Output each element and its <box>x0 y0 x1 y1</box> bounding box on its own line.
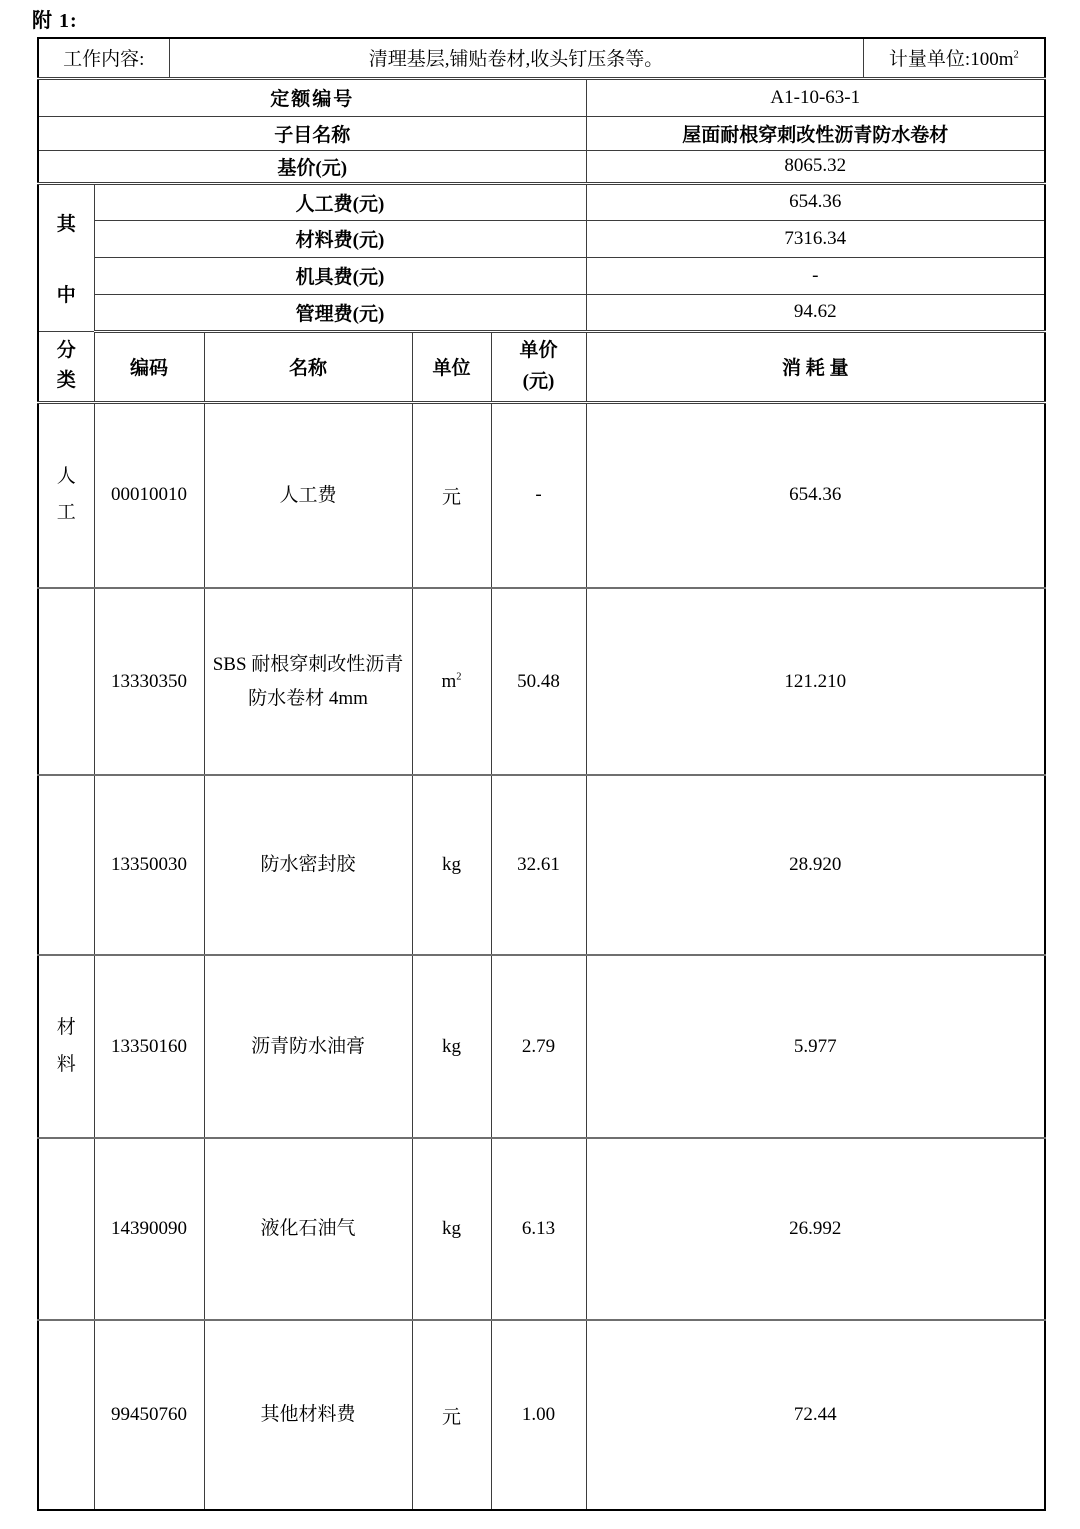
detail-header-row <box>38 331 1045 402</box>
table-row-waterproof-sealant <box>38 775 1045 955</box>
code-cell: 13330350 <box>94 588 204 775</box>
code-cell: 00010010 <box>94 402 204 588</box>
consumption-cell: 5.977 <box>586 955 1045 1138</box>
header-price: 单价 (元) <box>491 331 586 402</box>
table-row-lpg <box>38 1138 1045 1320</box>
consumption-cell: 121.210 <box>586 588 1045 775</box>
price-cell: 1.00 <box>491 1320 586 1510</box>
item-name-row <box>38 116 1045 150</box>
machine-fee-row <box>38 257 1045 294</box>
labor-fee-value: 654.36 <box>586 183 1045 220</box>
labor-fee-label: 人工费(元) <box>94 183 586 220</box>
name-cell: 人工费 <box>204 402 412 588</box>
among-cell <box>38 183 94 331</box>
base-price-label: 基价(元) <box>38 150 586 183</box>
measure-unit-value: 100m <box>970 49 1014 71</box>
item-name-value: 屋面耐根穿刺改性沥青防水卷材 <box>586 116 1045 150</box>
attachment-title: 附 1: <box>32 10 78 32</box>
quota-number-row <box>38 78 1045 116</box>
material-fee-value: 7316.34 <box>586 220 1045 257</box>
category-empty <box>38 775 94 955</box>
quota-number-label: 定额编号 <box>38 78 586 116</box>
measure-unit-label: 计量单位: <box>888 49 971 71</box>
price-cell: 32.61 <box>491 775 586 955</box>
code-cell: 99450760 <box>94 1320 204 1510</box>
code-cell: 13350030 <box>94 775 204 955</box>
name-cell: 防水密封胶 <box>204 775 412 955</box>
machine-fee-value: - <box>586 257 1045 294</box>
material-fee-row <box>38 220 1045 257</box>
measure-unit-superscript: 2 <box>1013 49 1019 61</box>
code-cell: 14390090 <box>94 1138 204 1320</box>
unit-cell: 元 <box>412 1320 491 1510</box>
consumption-cell: 72.44 <box>586 1320 1045 1510</box>
name-cell: SBS 耐根穿刺改性沥青防水卷材 4mm <box>204 588 412 775</box>
base-price-row <box>38 150 1045 183</box>
work-content-label: 工作内容: <box>38 38 169 78</box>
header-category: 分 类 <box>38 331 94 402</box>
unit-cell: kg <box>412 775 491 955</box>
unit-cell: 元 <box>412 402 491 588</box>
work-content-text: 清理基层,铺贴卷材,收头钉压条等。 <box>169 38 863 78</box>
header-name: 名称 <box>204 331 412 402</box>
table-row-other-material-fee <box>38 1320 1045 1510</box>
consumption-cell: 654.36 <box>586 402 1045 588</box>
name-cell: 沥青防水油膏 <box>204 955 412 1138</box>
material-fee-label: 材料费(元) <box>94 220 586 257</box>
item-name-label: 子目名称 <box>38 116 586 150</box>
management-fee-row <box>38 294 1045 331</box>
price-cell: 50.48 <box>491 588 586 775</box>
price-cell: - <box>491 402 586 588</box>
table-row-asphalt-mastic <box>38 955 1045 1138</box>
unit-cell: $m^2$ <box>412 588 491 775</box>
header-unit: 单位 <box>412 331 491 402</box>
category-empty <box>38 1138 94 1320</box>
header-code: 编码 <box>94 331 204 402</box>
work-content-row <box>38 38 1045 78</box>
measure-unit-cell <box>863 38 1045 78</box>
price-cell: 2.79 <box>491 955 586 1138</box>
consumption-cell: 28.920 <box>586 775 1045 955</box>
name-cell: 液化石油气 <box>204 1138 412 1320</box>
management-fee-value: 94.62 <box>586 294 1045 331</box>
management-fee-label: 管理费(元) <box>94 294 586 331</box>
table-row-sbs-membrane <box>38 588 1045 775</box>
code-cell: 13350160 <box>94 955 204 1138</box>
quota-table <box>37 37 1046 1511</box>
machine-fee-label: 机具费(元) <box>94 257 586 294</box>
name-cell: 其他材料费 <box>204 1320 412 1510</box>
category-labor: 人 工 <box>38 402 94 588</box>
unit-cell: kg <box>412 955 491 1138</box>
unit-cell: kg <box>412 1138 491 1320</box>
table-row-labor-cost <box>38 402 1045 588</box>
base-price-value: 8065.32 <box>586 150 1045 183</box>
price-cell: 6.13 <box>491 1138 586 1320</box>
quota-number-value: A1-10-63-1 <box>586 78 1045 116</box>
category-empty <box>38 588 94 775</box>
header-consumption: 消 耗 量 <box>586 331 1045 402</box>
category-empty <box>38 1320 94 1510</box>
category-material: 材 料 <box>38 955 94 1138</box>
labor-fee-row <box>38 183 1045 220</box>
among-label: 其 中 <box>56 213 76 306</box>
consumption-cell: 26.992 <box>586 1138 1045 1320</box>
